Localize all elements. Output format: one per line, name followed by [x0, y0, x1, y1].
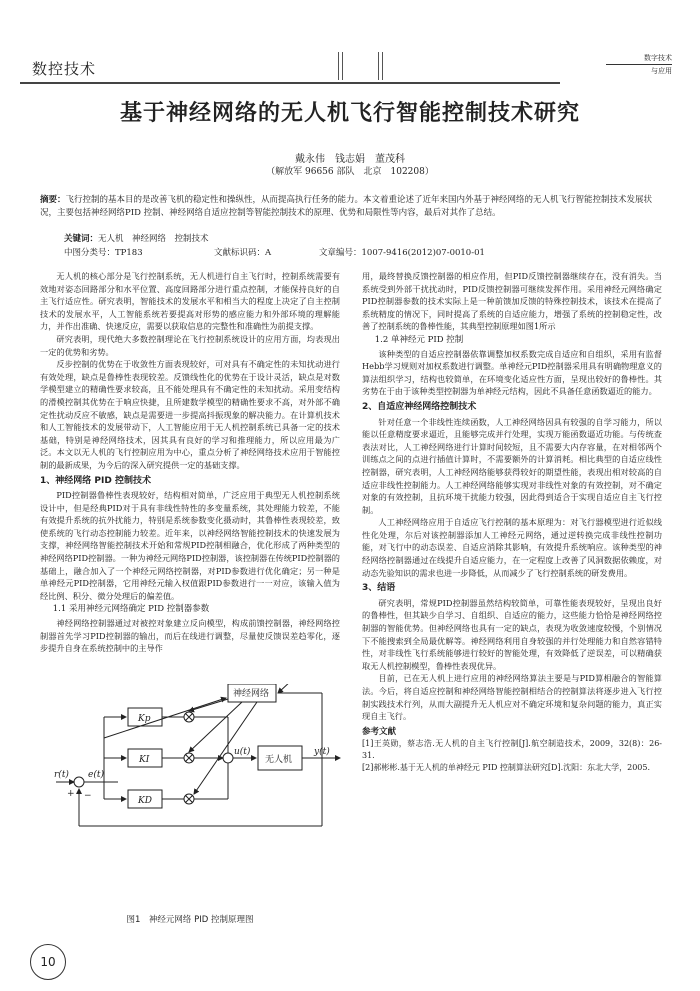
- neural-network-label: 神经网络: [233, 689, 270, 699]
- section-1-heading: 1、神经网络 PID 控制技术: [40, 475, 151, 486]
- keywords-label: 关键词：: [64, 234, 99, 244]
- output-sum: [223, 753, 233, 763]
- left-column: [40, 270, 340, 655]
- keywords-text: 无人机 神经网络 控制技术: [98, 234, 209, 244]
- plant-label: 无人机: [265, 755, 293, 765]
- continued-paragraph: 用，最终替换反馈控制器的相应作用，但PID反馈控制器继续存在，没有消失。当系统受到外部干扰扰动时，PID反馈控制器可继续发挥作用。采用神经元网络确定PID控制器参数的技术实际上是一种前馈加反馈的特殊控制技术，该技术在提高了系统精度的情况下，同时提高了系统的自适应能力，增强了系统的控制稳定性，改善了控制系统的鲁棒性能，其典型控制原理如图1所示: [362, 271, 662, 332]
- label-ki: KI: [139, 755, 150, 765]
- reference-item: [1]王英勋，蔡志浩.无人机的自主飞行控制[J].航空制造技术，2009，32(8)：26-31.: [362, 739, 662, 761]
- section-2-paragraph: 人工神经网络应用于自适应飞行控制的基本原理为：对飞行器模型进行近似线性化处理，尔后对该控制器添加人工神经元网络，通过逆转换完成非线性控制功能，对飞行中的动态误差、自适应消除其影响，有效提升系统响应。该种类型的神经网络控制器通过在线提升自适应能力，在一定程度上改善了风洞数据依赖度，对动态先验知识的需求也进一步降低，从而减少了飞行控制系统的研发费用。: [362, 517, 662, 578]
- label-u: u(t): [234, 747, 251, 757]
- section-2-heading: 2、自适应神经网络控制技术: [362, 401, 477, 412]
- subsection-1-1-heading: 1.1 采用神经元网络确定 PID 控制器参数: [52, 604, 210, 615]
- subsection-1-2-heading: 1.2 单神经元 PID 控制: [374, 334, 464, 345]
- reference-item: [2]郝彬彬.基于无人机的单神经元 PID 控制算法研究[D].沈阳：东北大学，2005.: [362, 763, 651, 773]
- affiliation: （解放军 96656 部队 北京 102208）: [266, 167, 434, 177]
- section-name: 数控技术: [32, 60, 97, 78]
- intro-paragraph: 研究表明，现代绝大多数控制理论在飞行控制系统设计的应用方面，均表现出一定的优势和劣势。: [40, 333, 340, 357]
- intro-paragraph: 反步控制的优势在于收敛性方面表现较好，可对具有不确定性的未知扰动进行有效处理，缺点是鲁棒性表现较差。反馈线性化的优势在于设计灵活，缺点是对数学模型建立的精确性要求较高，且不能处理具有不确定性的未知扰动。采用变结构的滑模控制其优势在于响应快捷，且所建数学模型的精确性要求不高，对外部不确定性扰动反应不敏感，缺点是需要进一步提高抖振现象的解决能力。在计算机技术和人工智能技术的发展带动下，人工智能应用于无人机控制系统已具备一定的技术基础，特别是神经网络技术，因其具有良好的学习和推理能力，所以应用最为广泛。本文以无人机的飞行控制应用为中心，重点分析了神经网络技术应用于智能控制的最新成果，为今后的深入研究提供一定的基础支撑。: [40, 359, 340, 470]
- subsection-1-1-paragraph: 神经网络控制器通过对被控对象建立反向模型，构成前馈控制器，神经网络控制器首先学习PID控制器的输出，而后在线进行调整，尽量使反馈误差趋零化，逐步提升自身在系统控制中的主导作: [40, 618, 340, 654]
- keywords: [64, 232, 209, 244]
- journal-logo: [606, 52, 672, 82]
- references-heading: 参考文献: [362, 726, 397, 737]
- summing-junction: [74, 777, 84, 787]
- doc-code: 文献标识码：A: [214, 248, 272, 258]
- section-2-paragraph: 针对任意一个非线性连续函数，人工神经网络因具有较强的自学习能力，所以能以任意精度要求逼近，且能够完成并行处理，实现万能函数逼近功能。与传统查表法对比，人工神经网络进行计算时间较短，且不需要大内存容量，在对相邻两个训练点之间的点进行插值计算时，不需要额外的计算消耗。相比典型的自适应线性控制器，研究表明，人工神经网络能够获得较好的期望性能，表现出相对较高的自适应非线性控制能力。人工神经网络能够实现对非线性对象的有效控制，对不确定对象的有效控制，且抗环境干扰能力较强，因此得到适合于实现自适应自主飞行控制。: [362, 416, 662, 515]
- section-1-paragraph: PID控制器鲁棒性表现较好，结构相对简单，广泛应用于典型无人机控制系统设计中，但是经典PID对于具有非线性特性的多变量系统，其处理能力较差，不能有效提升系统的抗外扰能力，特别是系统参数变化摄动时，其鲁棒性表现较差，致使系统的飞行动态控制能力较差。近年来，以神经网络智能控制技术的快速发展为支撑，神经网络智能控制技术开始和常规PID控制相融合，优化形成了两种类型的神经网络PID控制器。一种为神经元网络PID控制器，该控制器在传统PID控制器的基础上，融合加入了一个神经元网络控制器，对PID参数进行优化确定；另一种是单神经元PID控制器，它用神经元输入权值跟PID参数进行一一对应，该输入值为经比例、积分、微分处理后的偏差值。: [40, 490, 340, 601]
- article-number: 文章编号：1007-9416(2012)07-0010-01: [319, 248, 485, 258]
- label-e: e(t): [88, 770, 104, 780]
- label-plus: +: [67, 789, 75, 799]
- subsection-1-2-paragraph: 该种类型的自适应控制器依靠调整加权系数完成自适应和自组织，采用有监督Hebb学习规则对加权系数进行调整。单神经元PID控制器采用具有明确物理意义的算法组织学习，结构也较简单，在环境变化适应性方面，呈现出较好的鲁棒性。其劣势在于由于该种类型控制器为单神经元结构，因此不具备任意函数逼近的能力。: [362, 348, 662, 397]
- clc-number: 中图分类号：TP183: [64, 248, 143, 258]
- section-3-heading: 3、结语: [362, 583, 396, 594]
- label-y: y(t): [314, 747, 330, 757]
- header-rule: [20, 82, 560, 84]
- figure-1-caption: 图1 神经元网络 PID 控制原理图: [126, 915, 254, 925]
- logo-line-1: 数字技术: [606, 52, 672, 65]
- running-header: [20, 48, 680, 88]
- label-r: r(t): [54, 770, 69, 780]
- logo-line-2: 与应用: [651, 67, 672, 75]
- section-3-paragraph: 目前，已在无人机上进行应用的神经网络算法主要是与PID算相融合的智能算法。今后，将自适应控制和神经网络智能控制相结合的控制算法将逐步进入飞行控制实践技术行列，从而大副提升无人机应对不确定环境和复杂问题的能力，真正实现自主飞行。: [362, 673, 662, 722]
- abstract-text: 飞行控制的基本目的是改善飞机的稳定性和操纵性，从而提高执行任务的能力。本文着重论述了近年来国内外基于神经网络的无人机飞行智能控制技术发展状况，主要包括神经网络PID 控制、神经网络自适应控制等智能控制技术的原理、优势和局限性等内容，最后对其作了总结。: [40, 195, 653, 218]
- figure-1-diagram: [52, 684, 344, 854]
- label-kp: Kp: [138, 714, 151, 724]
- paper-title: 基于神经网络的无人机飞行智能控制技术研究: [119, 101, 580, 126]
- intro-paragraph: 无人机的核心部分是飞行控制系统，无人机进行自主飞行时，控制系统需要有效地对姿态回路部分和水平位置、高度回路部分进行重点控制，才能保持良好的自主飞行适应性。研究表明，智能技术的发展水平和相当大的程度上决定了自主控制技术的发展水平，人工智能系统若要提高对形势的感应能力和外部环境的理解能力，并作出准确、快速反应，需要以获取信息的完整性和准确性为前提支撑。: [40, 271, 340, 332]
- label-minus: −: [84, 791, 92, 801]
- authors: 戴永伟 钱志娟 董茂科: [295, 154, 405, 165]
- section-3-paragraph: 研究表明，常规PID控制器虽然结构较简单，可靠性能表现较好，呈现出良好的鲁棒性，但其缺少自学习、自组织、自适应的能力，这些能力恰恰是神经网络控制器的智能优势。但神经网络也具有一定的缺点，表现为收敛速度较慢，个别情况下不能搜索到全局最优解等。神经网络利用自身较强的并行处理能力和自然容错特性，对非线性飞行系统能够进行较好的智能处理，有效降低了逆误差，可以精确获取无人机控制模型，鲁棒性表现优异。: [362, 597, 662, 671]
- abstract-label: 摘要：: [40, 195, 66, 205]
- page-number: 10: [30, 944, 66, 980]
- abstract: [40, 194, 662, 220]
- right-column: [362, 270, 662, 774]
- header-bars-decoration: [338, 52, 386, 80]
- label-kd: KD: [138, 796, 152, 806]
